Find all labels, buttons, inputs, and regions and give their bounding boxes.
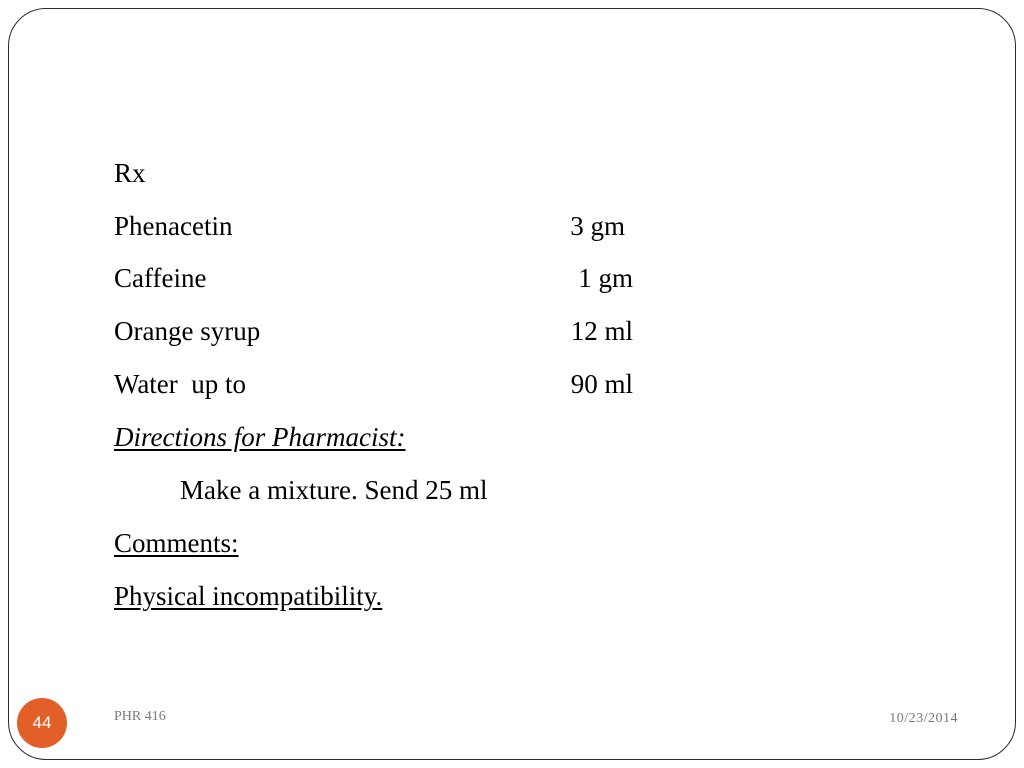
comments-text: Physical incompatibility.	[114, 581, 383, 611]
ingredient-amount: 3 gm	[570, 211, 625, 241]
ingredient-name: Orange syrup	[114, 316, 261, 346]
ingredient-amount: 90 ml	[570, 369, 633, 399]
rx-heading: Rx	[114, 158, 146, 188]
ingredient-name: Water up to	[114, 369, 247, 399]
ingredient-amount: 12 ml	[570, 316, 633, 346]
comments-label: Comments:	[114, 528, 239, 558]
directions-label: Directions for Pharmacist:	[114, 422, 406, 452]
ingredient-name: Caffeine	[114, 263, 207, 293]
ingredient-name: Phenacetin	[114, 211, 233, 241]
footer-date: 10/23/2014	[889, 711, 958, 726]
ingredient-amount: 1 gm	[578, 263, 633, 293]
page-number-badge: 44	[17, 698, 67, 748]
directions-text: Make a mixture. Send 25 ml	[180, 475, 488, 505]
footer-course: PHR 416	[114, 709, 166, 724]
